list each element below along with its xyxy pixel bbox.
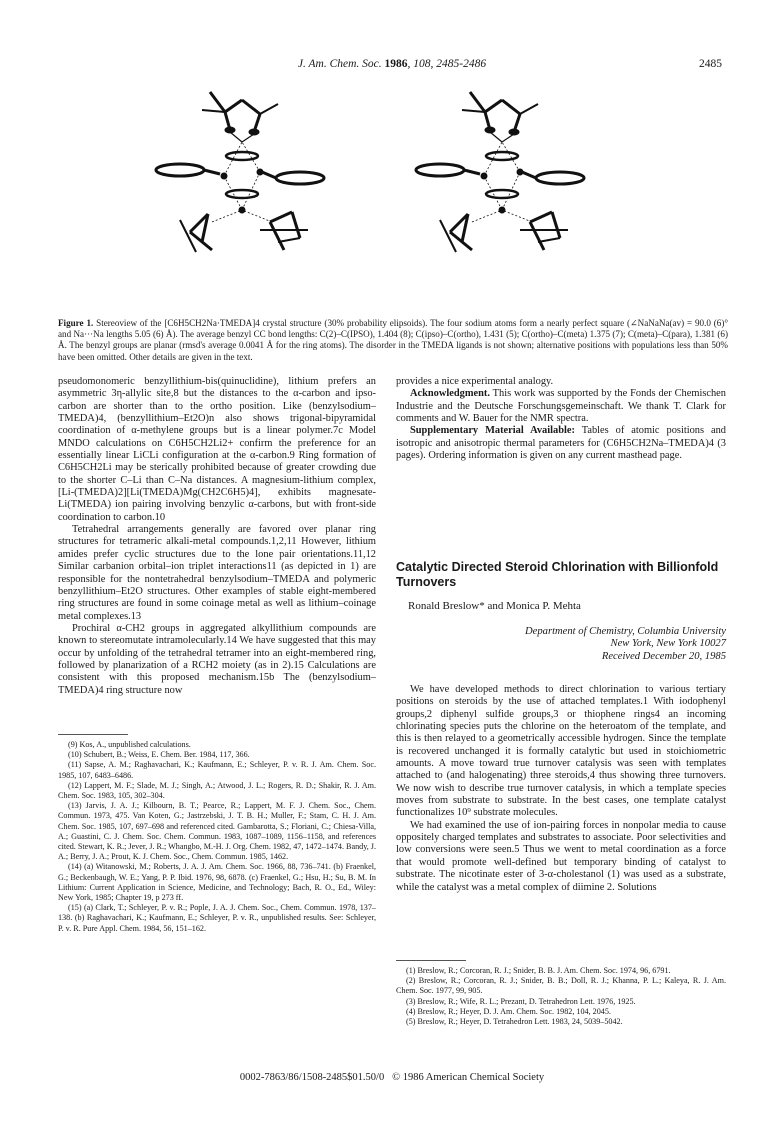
reference-item: (4) Breslow, R.; Heyer, D. J. Am. Chem. Soc. 1982, 104, 2045. <box>406 1006 611 1016</box>
right-references <box>396 966 726 1027</box>
footnote-divider <box>58 734 128 735</box>
figure-caption-label: Figure 1. <box>58 318 94 328</box>
paragraph: Prochiral α-CH2 groups in aggregated alkyllithium compounds are known to stereomutate intramolecularly.14 We have suggested that this may occur by unfolding of the tetrahedral tetramer into an eight-membered ring, followed by planarization of a RCH2 moiety (as in 2).15 Calculations are consistent with this proposed mechanism.15b The (benzylsodium–TMEDA)4 ring structure now <box>58 622 376 696</box>
received-date: Received December 20, 1985 <box>601 650 726 662</box>
page-number: 2485 <box>699 58 722 70</box>
copyright: © 1986 American Chemical Society <box>392 1072 545 1083</box>
figure-caption <box>58 318 728 363</box>
left-column-body <box>58 376 376 697</box>
reference-item: (11) Sapse, A. M.; Raghavachari, K.; Kaufmann, E.; Schleyer, P. v. R. J. Am. Chem. Soc. 1985, 107, 6483–6486. <box>58 760 376 780</box>
paragraph: We have developed methods to direct chlorination to various tertiary positions on steroids by the use of attached templates.1 With iodophenyl groups,2 diphenyl sulfide groups,3 or thiophene rings4 an incoming chlorinating species puts the chlorine on the heteroatom of the template, and this is then relayed to a geometrically accessible hydrogen. Since the template is recovered unchanged it is formally catalytic but used in stoichiometric amounts. A move toward true turnover catalysis was seen with templates attached to (and halogenating) three steroids,4 thus showing three turnovers. We now wish to describe true turnover catalysis, in which a template species moves from substrate to substrate. In the best cases, one template catalyst functionalizes 10⁹ substrate molecules. <box>396 684 726 819</box>
article-authors: Ronald Breslow* and Monica P. Mehta <box>408 600 581 612</box>
figure-caption-text: Stereoview of the [C6H5CH2Na·TMEDA]4 crystal structure (30% probability elipsoids). The four sodium atoms form a nearly perfect square (∠NaNaNa(av) = 90.0 (6)° and Na···Na lengths 5.05 (6) Å). The average benzyl CC bond lengths: C(2)–C(IPSO), 1.404 (8); C(ipso)–C(ortho), 1.431 (5); C(ortho)–C(meta) 1.375 (7); C(meta)–C(para), 1.381 (6) Å. The benzyl groups are planar (rmsd's average 0.0041 Å for the ring atoms). The disorder in the TMEDA ligands is not shown; alternative positions with populations less than 50% have been omitted. Other details are given in the text. <box>58 318 728 362</box>
affiliation-line: Department of Chemistry, Columbia University <box>525 626 726 637</box>
supplementary-label: Supplementary Material Available: <box>410 425 575 437</box>
article-title: Catalytic Directed Steroid Chlorination with Billionfold Turnovers <box>396 560 719 589</box>
supplementary-material <box>396 425 726 462</box>
reference-item: (2) Breslow, R.; Corcoran, R. J.; Snider, B. B.; Doll, R. J.; Khanna, P. L.; Kaleya, R. J. Am. Chem. Soc. 1977, 99, 905. <box>396 976 726 996</box>
crystal-structure-stereo-image <box>150 82 670 320</box>
reference-item: (15) (a) Clark, T.; Schleyer, P. v. R.; Pople, J. A. J. Chem. Soc., Chem. Commun. 1978, 137–138. (b) Raghavachari, K.; Kaufmann, E.; Schleyer, P. v. R., unpublished results. See: Schleyer, P. v. R. Pure Appl. Chem. 1984, 56, 151–162. <box>58 903 376 933</box>
journal-pages: 2485-2486 <box>436 58 487 70</box>
acknowledgment-text: This work was supported by the Fonds der Chemischen Industrie and the Deutsche Forschungsgemeinschaft. We thank T. Clark for comments and W. Bauer for the NMR spectra. <box>396 388 726 425</box>
tmeda-cluster-top <box>202 92 278 142</box>
footnote-divider <box>396 960 466 961</box>
reference-item: (5) Breslow, R.; Heyer, D. Tetrahedron Lett. 1983, 24, 5039–5042. <box>406 1017 623 1027</box>
tmeda-cluster-bottom <box>180 207 308 252</box>
stereoview-figure <box>150 82 670 320</box>
right-column-body <box>396 684 726 894</box>
left-references <box>58 740 376 934</box>
acknowledgment-label: Acknowledgment. <box>410 388 490 400</box>
journal-name: J. Am. Chem. Soc. <box>297 58 382 70</box>
page-footer <box>0 1072 784 1083</box>
stereo-right-view <box>416 92 584 252</box>
reference-item: (14) (a) Witanowski, M.; Roberts, J. A. J. Am. Chem. Soc. 1966, 88, 736–741. (b) Fraenkel, G.; Beckenbaugh, W. E.; Yang, P. P. Ibid. 1976, 98, 6878. (c) Fraenkel, G.; Hsu, H.; Su, B. M. In Lithium: Current Application in Science, Medicine, and Technology; Bach, R. O., Ed., Wiley: New York, 1985; Chapter 19, p 273 ff. <box>58 862 376 903</box>
running-header: J. Am. Chem. Soc. 1986, 108, 2485-2486 <box>297 58 487 70</box>
affiliation-line: New York, New York 10027 <box>610 638 726 650</box>
reference-item: (3) Breslow, R.; Wife, R. L.; Prezant, D. Tetrahedron Lett. 1976, 1925. <box>406 996 636 1006</box>
reference-item: (9) Kos, A., unpublished calculations. <box>68 740 191 749</box>
paragraph: provides a nice experimental analogy. <box>396 376 554 387</box>
journal-volume: 108 <box>413 58 431 70</box>
paragraph: pseudomonomeric benzyllithium-bis(quinuclidine), lithium prefers an asymmetric 3η-allylic site,8 but the distances to the α-carbon and ipso-carbon are shorter than to the ortho position. Like (benzylsodium–TMEDA)4, (benzyllithium–Et2O)n also shows trigonal-bipyramidal coordination of α-methylene groups but is a linear polymer.7c Model MNDO calculations on C6H5CH2Li2+ confirm the preference for an essentially linear LiCLi configuration at the α-carbon.9 Ring formation of C6H5CH2Li may be sterically prohibited because of greater crowding due to the shorter C–Li than C–Na distances. A magnesium-lithium complex, [Li-(TMEDA)2][Li(TMEDA)Mg(CH2C6H5)4], exhibits magnesate-Li(TMEDA) ion pairing involving benzylic α-carbons, but with front-side coordination to carbon.10 <box>58 376 376 523</box>
reference-item: (1) Breslow, R.; Corcoran, R. J.; Snider, B. B. J. Am. Chem. Soc. 1974, 96, 6791. <box>406 966 671 975</box>
acknowledgment <box>396 388 726 425</box>
issn-code: 0002-7863/86/1508-2485$01.50/0 <box>239 1072 385 1083</box>
right-column-top <box>396 376 726 462</box>
reference-item: (12) Lappert, M. F.; Slade, M. J.; Singh, A.; Atwood, J. L.; Rogers, R. D.; Shakir, R. J. Am. Chem. Soc. 1983, 105, 302–304. <box>58 780 376 801</box>
paragraph: Tetrahedral arrangements generally are favored over planar ring structures for tetrameric alkali-metal compounds.1,2,11 However, lithium amides prefer cyclic structures due to the lone pair orientations.11,12 Similar carbanion orbital–ion triplet interactions11 (as depicted in 1) are responsible for the nontetrahedral benzylsodium–TMEDA and polymeric benzyllithium–Et2O structures. Other examples of stable eight-membered ring structures are found in some coinage metal as well as lithium–coinage metal complexes.13 <box>58 524 376 622</box>
reference-item: (13) Jarvis, J. A. J.; Kilbourn, B. T.; Pearce, R.; Lappert, M. F. J. Chem. Soc., Chem. Commun. 1973, 475. Van Koten, G.; Jastrzebski, J. T. B. H.; Muller, F.; Stam, C. H. J. Am. Chem. Soc. 1985, 107, 697–698 and referenced cited. Gambarotta, S.; Floriani, C.; Chiesa-Villa, A.; Guastini, C. J. Chem. Soc. Chem. Commun. 1983, 1087–1089, 1156–1158, and references cited. Stewart, K. R.; Jever, J. R.; Whangbo, M.-H. J. Org. Chem. 1982, 47, 1472–1474. Bandy, J. A.; Berry, J. A.; Prout, K. J. Chem. Soc., Chem. Commun. 1985, 1462. <box>58 801 376 862</box>
journal-year: 1986 <box>384 58 408 70</box>
paragraph: We had examined the use of ion-pairing forces in nonpolar media to cause oppositely charged templates and substrates to associate. Poor selectivities and low conversions were seen.5 Thus we went to metal coordination as a force that would promote well-defined but temporary binding of catalyst to substrate. The nicotinate ester of 3-α-cholestanol (1) was used as a substrate, while the catalyst was a metal complex of diimine 2. Solutions <box>396 819 726 893</box>
affiliation <box>396 626 726 663</box>
reference-item: (10) Schubert, B.; Weiss, E. Chem. Ber. 1984, 117, 366. <box>68 750 250 760</box>
supplementary-text: Tables of atomic positions and isotropic and anisotropic thermal parameters for (C6H5CH2Na–TMEDA)4 (3 pages). Ordering information is given on any current masthead page. <box>396 425 726 462</box>
benzyl-layer <box>156 142 324 210</box>
